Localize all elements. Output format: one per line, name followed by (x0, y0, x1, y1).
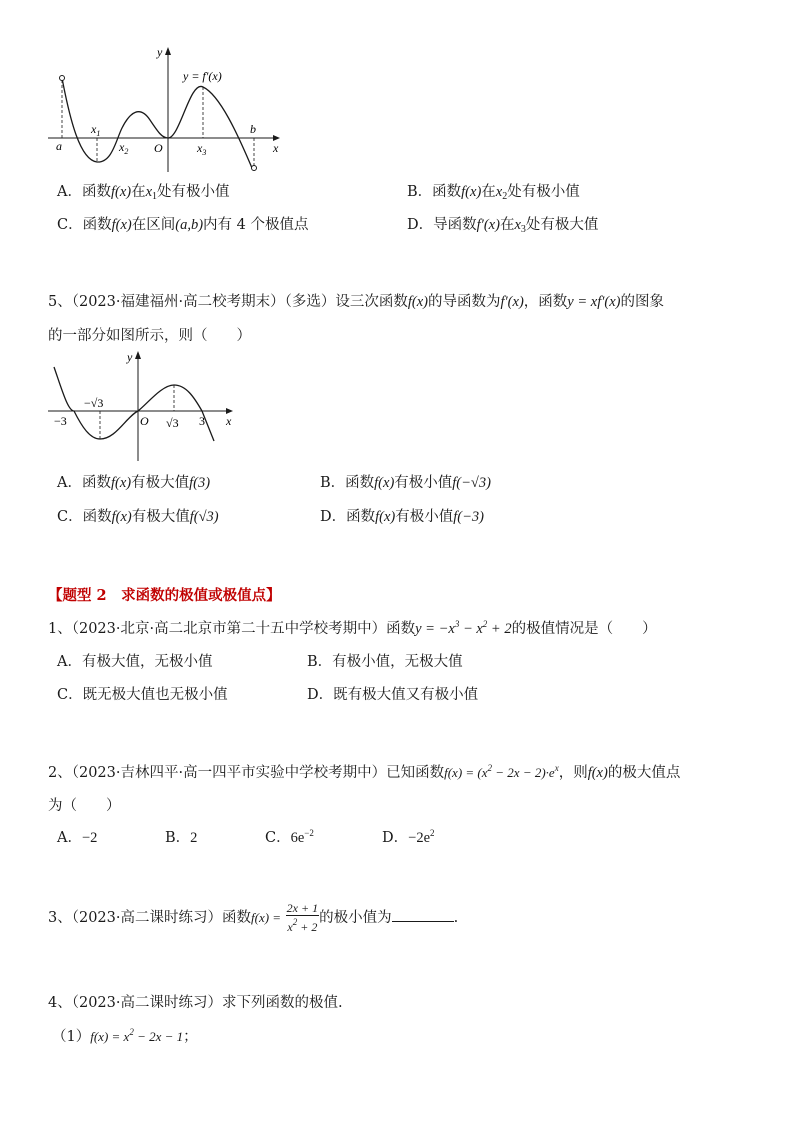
q5-option-a[interactable]: A．函数f(x)有极大值f(3) (57, 475, 211, 491)
axis-label-y: y (127, 350, 133, 364)
q4-option-a[interactable]: A．函数f(x)在$x_1$处有极小值 (57, 184, 230, 202)
label-three: 3 (199, 414, 205, 428)
p3-stem: 3、（2023·高二课时练习）函数f(x) = $\frac{2x + 1}{x^2 + 2}$ 的极小值为 . (48, 901, 459, 934)
q4-option-b[interactable]: B．函数f(x)在$x_2$处有极小值 (407, 184, 580, 202)
label-neg3: −3 (54, 414, 67, 428)
q5-stem-line1: 5、（2023·福建福州·高二校考期末）（多选）设三次函数f(x)的导函数为f′(x)，函数y = xf′(x)的图象 (48, 294, 664, 310)
p2-stem-line2: 为（ ） (48, 798, 121, 814)
axis-label-x: x (226, 414, 232, 428)
label-sqrt3: √3 (166, 416, 179, 430)
q5-curve (54, 367, 214, 441)
p3-fraction: $\frac{2x + 1}{x^2 + 2}$ (286, 901, 319, 934)
axis-label-x: x (273, 141, 279, 155)
p1-option-d[interactable]: D．既有极大值又有极小值 (307, 687, 479, 703)
q4-option-d[interactable]: D．导函数f′(x)在$x_3$处有极大值 (407, 217, 599, 235)
q4-option-c[interactable]: C．函数f(x)在区间(a,b)内有 4 个极值点 (57, 217, 309, 233)
axis-label-y: y (157, 45, 163, 59)
y-axis-arrow (165, 47, 171, 55)
label-origin: O (140, 414, 149, 428)
p1-option-a[interactable]: A．有极大值，无极小值 (57, 654, 213, 670)
q5-graph (44, 345, 244, 465)
label-x3: $x_3$ (197, 141, 207, 157)
p1-option-c[interactable]: C．既无极大值也无极小值 (57, 687, 228, 703)
p1-option-b[interactable]: B．有极小值，无极大值 (307, 654, 463, 670)
p3-answer-blank[interactable] (392, 909, 454, 922)
curve-label: y = f′(x) (183, 69, 222, 83)
p2-option-b[interactable]: B．2 (165, 830, 198, 846)
p4-stem: 4、（2023·高二课时练习）求下列函数的极值. (48, 995, 343, 1011)
p2-option-c[interactable]: C．$6e^{-2}$ (265, 828, 314, 846)
y-axis-arrow (135, 351, 141, 359)
section-heading: 【题型 2 求函数的极值或极值点】 (48, 587, 281, 604)
endpoint-b (252, 166, 257, 171)
p2-option-d[interactable]: D．$-2e^2$ (382, 828, 435, 846)
label-neg-sqrt3: −√3 (84, 396, 104, 410)
q5-option-c[interactable]: C．函数f(x)有极大值f(√3) (57, 509, 219, 525)
label-b: b (250, 122, 256, 136)
derivative-graph (40, 40, 290, 175)
p4-sub1: $(1)f(x) = x^2 - 2x - 1$； (52, 1027, 198, 1045)
p2-stem-line1: 2、（2023·吉林四平·高一四平市实验中学校考期中）已知函数$f(x) = (x^2 - 2x - 2)\cdot e^x$，则f(x)的极大值点 (48, 763, 681, 781)
q5-option-d[interactable]: D．函数f(x)有极小值f(−3) (320, 509, 484, 525)
label-x1: $x_1$ (91, 122, 101, 138)
label-a: a (56, 139, 62, 153)
label-origin: O (154, 141, 163, 155)
q5-stem-line2: 的一部分如图所示，则（ ） (48, 328, 251, 344)
label-x2: $x_2$ (119, 140, 129, 156)
q5-option-b[interactable]: B．函数f(x)有极小值f(−√3) (320, 475, 491, 491)
p2-option-a[interactable]: A．−2 (57, 830, 98, 846)
p1-stem: 1、（2023·北京·高二北京市第二十五中学校考期中）函数$y = -x^3 - x^2 + 2$的极值情况是（ ） (48, 619, 657, 637)
endpoint-a (60, 76, 65, 81)
